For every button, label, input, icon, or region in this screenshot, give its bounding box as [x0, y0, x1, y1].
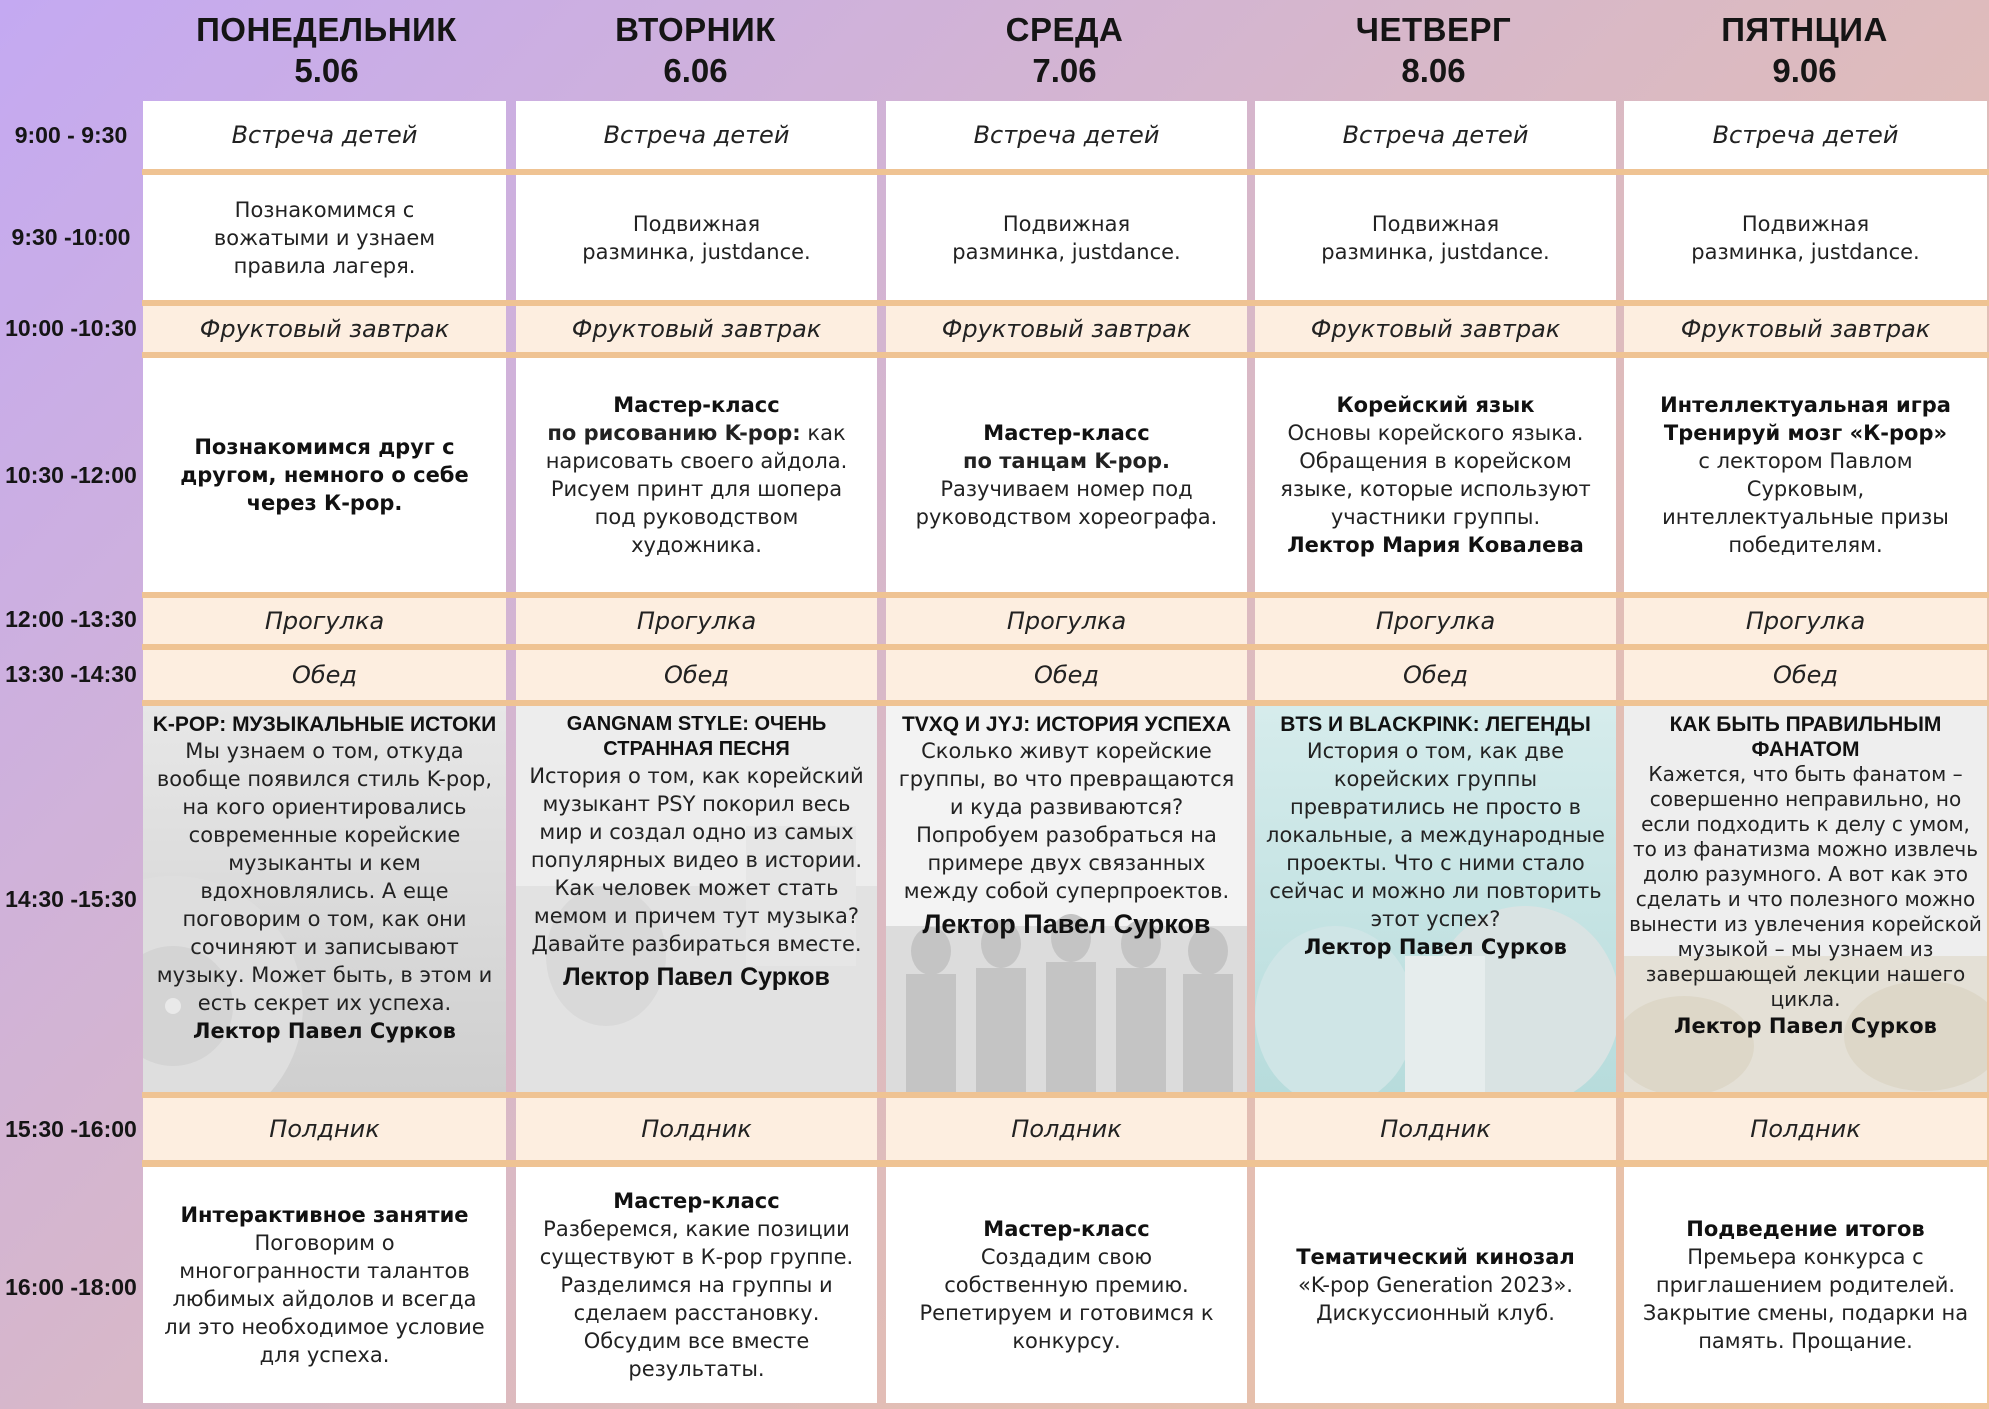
time-label: 16:00 -18:00: [5, 1273, 137, 1300]
cell-wed-lunch: [886, 650, 1247, 700]
cell-thu-lecture: [1255, 706, 1616, 1092]
cell-text: Премьера конкурса с приглашением родителей. Закрытие смены, подарки на память. Прощание.: [1642, 1245, 1969, 1353]
cell-fri-lecture: [1624, 706, 1987, 1092]
time-label: 13:30 -14:30: [5, 661, 137, 687]
cell-thu-korean: [1255, 358, 1616, 592]
cell-mon-lecture: [143, 706, 506, 1092]
day-name: ПЯТНЦИА: [1721, 10, 1888, 48]
cell-text: Прогулка: [1006, 607, 1127, 635]
cell-text: Фруктовый завтрак: [941, 315, 1192, 343]
cell-text: Обед: [1772, 661, 1839, 689]
lecture-title: TVXQ И JYJ: ИСТОРИЯ УСПЕХА: [901, 713, 1232, 736]
cell-text: Поговорим о многогранности талантов любимых айдолов и всегда ли это необходимое условие для успеха.: [164, 1231, 485, 1367]
cell-text: Основы корейского языка. Обращения в корейском языке, которые используют участники группы.: [1280, 421, 1591, 529]
cell-title: Мастер-класс: [983, 1217, 1150, 1241]
cell-text: Обед: [1033, 661, 1100, 689]
time-label: 12:00 -13:30: [5, 606, 137, 632]
time-label: 15:30 -16:00: [5, 1115, 137, 1142]
cell-fri-lunch: [1624, 650, 1987, 700]
cell-text: Полдник: [1750, 1115, 1861, 1143]
cell-mon-meet: [143, 101, 506, 169]
cell-text: Подвижная разминка, justdance.: [1321, 211, 1550, 264]
time-label: 9:30 -10:00: [11, 224, 131, 250]
cell-wed-meet: [886, 101, 1247, 169]
cell-wed-walk: [886, 598, 1247, 644]
cell-title: Мастер-класс: [613, 393, 780, 417]
cell-mon-walk: [143, 598, 506, 644]
cell-text: Фруктовый завтрак: [571, 315, 822, 343]
cell-text: Познакомимся друг с другом, немного о себе через К-pop.: [180, 435, 469, 515]
row-divider: [142, 1160, 1989, 1167]
cell-tue-meet: [516, 101, 877, 169]
cell-text: с лектором Павлом Сурковым, интеллектуальные призы победителям.: [1662, 449, 1949, 557]
day-date: 7.06: [1032, 52, 1097, 89]
cell-text: [534, 419, 859, 559]
cell-tue-breakfast: [516, 306, 877, 352]
cell-text: Разберемся, какие позиции существуют в К-pop группе. Разделимся на группы и сделаем расстановку. Обсудим все вместе результаты.: [539, 1217, 854, 1381]
cell-thu-walk: [1255, 598, 1616, 644]
lecturer: Лектор Павел Сурков: [922, 909, 1211, 939]
cell-text: Создадим свою собственную премию. Репетируем и готовимся к конкурсу.: [919, 1245, 1214, 1353]
cell-title: Тематический кинозал: [1296, 1245, 1575, 1269]
day-name: ПОНЕДЕЛЬНИК: [196, 10, 457, 48]
cell-wed-dance: [886, 358, 1247, 592]
cell-fri-summary: [1624, 1167, 1987, 1403]
cell-title: Интеллектуальная игра Тренируй мозг «К-pop»: [1660, 393, 1951, 445]
cell-text: Полдник: [1380, 1115, 1491, 1143]
cell-tue-lecture: [516, 706, 877, 1092]
cell-text: Встреча детей: [603, 121, 790, 149]
cell-wed-breakfast: [886, 306, 1247, 352]
cell-text: Прогулка: [264, 607, 385, 635]
cell-fri-snack: [1624, 1098, 1987, 1160]
cell-mon-acquaintance: [143, 358, 506, 592]
cell-text: Встреча детей: [1712, 121, 1899, 149]
cell-tue-lunch: [516, 650, 877, 700]
cell-title: Подведение итогов: [1686, 1217, 1925, 1241]
cell-text: Полдник: [269, 1115, 380, 1143]
cell-thu-breakfast: [1255, 306, 1616, 352]
lecture-body: История о том, как две корейских группы превратились не просто в локальные, а международные проекты. Что с ними стало сейчас и можно ли повторить этот успех?: [1266, 739, 1605, 931]
cell-fri-walk: [1624, 598, 1987, 644]
cell-text: Подвижная разминка, justdance.: [1691, 211, 1920, 264]
cell-tue-walk: [516, 598, 877, 644]
lecturer: Лектор Мария Ковалева: [1287, 533, 1584, 557]
cell-fri-meet: [1624, 101, 1987, 169]
lecture-body: Мы узнаем о том, откуда вообще появился стиль K-pop, на кого ориентировались современные корейские музыканты и кем вдохновлялись. А еще поговорим о том, как они сочиняют и записывают музыку. Может быть, в этом и есть секрет их успеха.: [156, 739, 493, 1015]
lecturer: Лектор Павел Сурков: [193, 1019, 456, 1043]
cell-title: Корейский язык: [1336, 393, 1535, 417]
cell-wed-masterclass: [886, 1167, 1247, 1403]
cell-fri-warmup: [1624, 175, 1987, 300]
day-header-mon: [142, 0, 511, 100]
cell-thu-cinema: [1255, 1167, 1616, 1403]
cell-body: как нарисовать своего айдола. Рисуем принт для шопера под руководством художника.: [545, 421, 848, 557]
cell-wed-snack: [886, 1098, 1247, 1160]
cell-text: Подвижная разминка, justdance.: [582, 211, 811, 264]
cell-fri-breakfast: [1624, 306, 1987, 352]
cell-text: Прогулка: [1375, 607, 1496, 635]
cell-subtitle: по рисованию K-pop:: [547, 421, 801, 445]
cell-tue-snack: [516, 1098, 877, 1160]
cell-text: Обед: [1402, 661, 1469, 689]
cell-mon-snack: [143, 1098, 506, 1160]
cell-subtitle: по танцам K-pop.: [963, 449, 1170, 473]
cell-fri-quiz: [1624, 358, 1987, 592]
cell-text: Познакомимся с вожатыми и узнаем правила лагеря.: [213, 197, 436, 278]
lecture-body: Кажется, что быть фанатом – совершенно неправильно, но если подходить к делу с умом, то из фанатизма можно извлечь долю разумного. А вот как это сделать и что полезного можно вынести из увлечения корейской музыкой – мы узнаем из завершающей лекции нашего цикла.: [1629, 762, 1982, 1011]
cell-text: Прогулка: [636, 607, 757, 635]
cell-text: [904, 447, 1229, 531]
day-name: СРЕДА: [1005, 10, 1124, 48]
cell-text: Полдник: [641, 1115, 752, 1143]
lecture-body: История о том, как корейский музыкант PSY покорил весь мир и создал одно из самых популярных видео в истории. Как человек может стать мемом и причем тут музыка? Давайте разбираться вместе.: [529, 764, 864, 956]
time-label: 10:30 -12:00: [5, 461, 137, 488]
cell-text: «K-pop Generation 2023». Дискуссионный клуб.: [1298, 1273, 1573, 1325]
cell-text: Обед: [291, 661, 358, 689]
cell-tue-warmup: [516, 175, 877, 300]
cell-text: Обед: [663, 661, 730, 689]
cell-text: Встреча детей: [1342, 121, 1529, 149]
day-header-thu: [1249, 0, 1618, 100]
cell-text: Прогулка: [1745, 607, 1866, 635]
cell-tue-masterclass: [516, 1167, 877, 1403]
cell-wed-warmup: [886, 175, 1247, 300]
cell-text: Фруктовый завтрак: [1680, 315, 1931, 343]
cell-thu-warmup: [1255, 175, 1616, 300]
cell-text: Полдник: [1011, 1115, 1122, 1143]
day-name: ЧЕТВЕРГ: [1355, 10, 1512, 48]
lecture-title: K-POP: МУЗЫКАЛЬНЫЕ ИСТОКИ: [152, 713, 497, 736]
cell-mon-interactive: [143, 1167, 506, 1403]
cell-title: Мастер-класс: [983, 421, 1150, 445]
cell-title: Мастер-класс: [613, 1189, 780, 1213]
day-date: 8.06: [1401, 52, 1466, 89]
cell-thu-snack: [1255, 1098, 1616, 1160]
lecturer: Лектор Павел Сурков: [563, 963, 830, 991]
cell-text: Подвижная разминка, justdance.: [952, 211, 1181, 264]
day-date: 6.06: [663, 52, 728, 89]
cell-thu-meet: [1255, 101, 1616, 169]
cell-mon-intro: [143, 175, 506, 300]
cell-body: Разучиваем номер под руководством хореографа.: [915, 477, 1218, 529]
cell-text: Фруктовый завтрак: [1310, 315, 1561, 343]
cell-text: Фруктовый завтрак: [199, 315, 450, 343]
lecture-title: КАК БЫТЬ ПРАВИЛЬНЫМ ФАНАТОМ: [1669, 713, 1942, 761]
cell-text: Встреча детей: [231, 121, 418, 149]
lecture-title: BTS И BLACKPINK: ЛЕГЕНДЫ: [1280, 713, 1591, 736]
time-label: 9:00 - 9:30: [14, 121, 128, 148]
day-date: 5.06: [294, 52, 359, 89]
day-date: 9.06: [1772, 52, 1837, 89]
day-header-wed: [880, 0, 1249, 100]
day-name: ВТОРНИК: [615, 10, 776, 48]
lecture-body: Сколько живут корейские группы, во что превращаются и куда развиваются? Попробуем разобраться на примере двух связанных между собой суперпроектов.: [898, 739, 1235, 903]
time-label: 14:30 -15:30: [5, 885, 137, 912]
cell-title: Интерактивное занятие: [180, 1203, 469, 1227]
cell-thu-lunch: [1255, 650, 1616, 700]
cell-wed-lecture: [886, 706, 1247, 1092]
lecturer: Лектор Павел Сурков: [1674, 1014, 1937, 1038]
day-header-tue: [511, 0, 880, 100]
cell-tue-drawing: [516, 358, 877, 592]
time-label: 10:00 -10:30: [5, 314, 137, 341]
cell-mon-lunch: [143, 650, 506, 700]
day-header-fri: [1620, 0, 1989, 100]
cell-mon-breakfast: [143, 306, 506, 352]
lecture-title: GANGNAM STYLE: ОЧЕНЬ СТРАННАЯ ПЕСНЯ: [566, 713, 827, 760]
lecturer: Лектор Павел Сурков: [1304, 935, 1567, 959]
cell-text: Встреча детей: [973, 121, 1160, 149]
